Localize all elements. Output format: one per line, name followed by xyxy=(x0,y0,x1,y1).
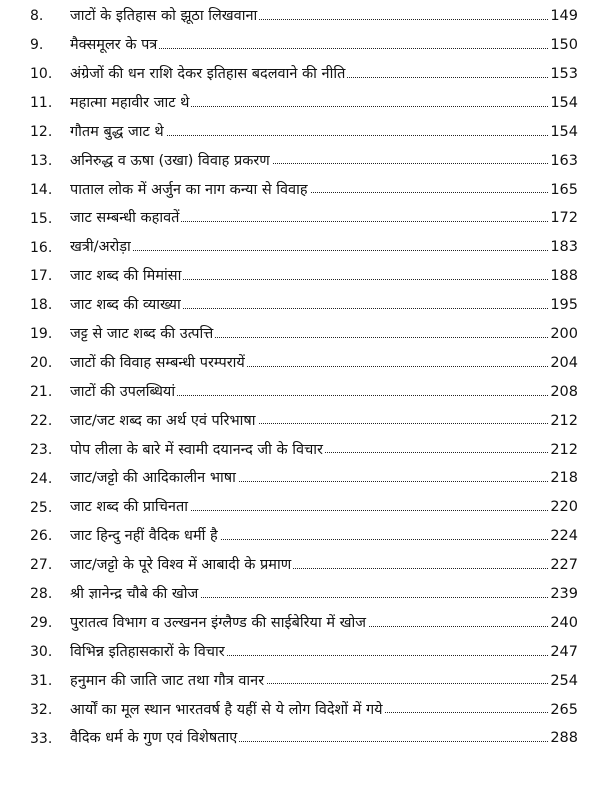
toc-entry-title: जाट शब्द की मिमांसा xyxy=(70,268,182,285)
dotted-leader xyxy=(70,250,566,251)
toc-entry-page-number: 154 xyxy=(550,94,578,111)
toc-entry-title: जाट शब्द की व्याख्या xyxy=(70,297,181,314)
toc-entry xyxy=(0,349,600,378)
toc-entry-page-number: 227 xyxy=(550,557,578,574)
toc-entry-title: आर्यों का मूल स्थान भारतवर्ष है यहीं से ये लोग विदेशों में गये xyxy=(70,701,383,718)
toc-entry-page-number: 150 xyxy=(550,37,578,54)
toc-entry-number: 11. xyxy=(30,95,53,112)
toc-entry-title: अंग्रेजों की धन राशि देकर इतिहास बदलवाने की नीति xyxy=(70,65,346,82)
toc-entry xyxy=(0,724,600,753)
toc-entry-title: अनिरुद्ध व ऊषा (उखा) विवाह प्रकरण xyxy=(70,152,270,169)
toc-entry-number: 9. xyxy=(30,37,44,54)
toc-entry-title: जाटों की विवाह सम्बन्धी परम्परायें xyxy=(70,354,245,371)
toc-entry-number: 21. xyxy=(30,384,53,401)
toc-entry-title: मैक्समूलर के पत्र xyxy=(70,37,158,54)
toc-entry xyxy=(0,262,600,291)
toc-entry-title: पुरातत्व विभाग व उल्खनन इंग्लैण्ड की साईबेरिया में खोज xyxy=(70,614,366,631)
toc-entry xyxy=(0,493,600,522)
toc-entry-number: 22. xyxy=(30,412,53,429)
toc-entry xyxy=(0,60,600,89)
toc-entry-number: 32. xyxy=(30,701,53,718)
table-of-contents xyxy=(0,2,600,753)
toc-entry-number: 26. xyxy=(30,528,53,545)
toc-entry-page-number: 188 xyxy=(550,268,578,285)
toc-entry xyxy=(0,638,600,667)
toc-entry-title: गौतम बुद्ध जाट थे xyxy=(70,123,164,140)
toc-entry-number: 29. xyxy=(30,615,53,632)
toc-entry-page-number: 212 xyxy=(550,441,578,458)
toc-entry-page-number: 165 xyxy=(550,181,578,198)
toc-entry xyxy=(0,435,600,464)
toc-entry-page-number: 154 xyxy=(550,123,578,140)
toc-entry xyxy=(0,666,600,695)
toc-entry xyxy=(0,378,600,407)
toc-entry-number: 12. xyxy=(30,124,53,140)
toc-entry-page-number: 183 xyxy=(550,239,578,256)
toc-entry-title: खत्री/अरोड़ा xyxy=(70,239,131,256)
toc-entry-number: 15. xyxy=(30,210,53,227)
toc-entry xyxy=(0,464,600,493)
toc-entry-page-number: 153 xyxy=(550,65,578,82)
toc-entry-page-number: 195 xyxy=(550,297,578,314)
toc-entry xyxy=(0,2,600,31)
toc-entry-title: जाट सम्बन्धी कहावतें xyxy=(70,210,180,227)
toc-entry-number: 13. xyxy=(30,152,53,169)
toc-entry-number: 17. xyxy=(30,268,53,285)
toc-entry xyxy=(0,118,600,147)
toc-entry-page-number: 247 xyxy=(550,643,578,660)
toc-entry-page-number: 212 xyxy=(550,412,578,429)
toc-entry xyxy=(0,204,600,233)
toc-entry-number: 23. xyxy=(30,441,53,458)
toc-entry-title: पोप लीला के बारे में स्वामी दयानन्द जी के विचार xyxy=(70,441,323,458)
toc-entry-page-number: 218 xyxy=(550,470,578,487)
toc-entry-page-number: 204 xyxy=(550,354,578,371)
toc-entry-page-number: 239 xyxy=(550,586,578,602)
toc-entry xyxy=(0,551,600,580)
toc-entry-number: 19. xyxy=(30,326,53,343)
toc-entry-page-number: 200 xyxy=(550,325,578,342)
toc-entry-number: 24. xyxy=(30,470,53,487)
toc-entry xyxy=(0,175,600,204)
toc-entry-number: 8. xyxy=(30,8,44,25)
toc-entry-number: 16. xyxy=(30,239,53,256)
toc-entry-page-number: 149 xyxy=(550,8,578,25)
toc-entry-number: 20. xyxy=(30,355,53,372)
toc-entry-title: श्री ज्ञानेन्द्र चौबे की खोज xyxy=(70,586,199,602)
toc-entry-title: जाट/जट्टो के पूरे विश्व में आबादी के प्रमाण xyxy=(70,557,292,574)
toc-entry-page-number: 240 xyxy=(550,614,578,631)
toc-entry-number: 28. xyxy=(30,586,53,603)
toc-entry-title: जाट/जट्टो की आदिकालीन भाषा xyxy=(70,470,236,487)
toc-entry-title: महात्मा महावीर जाट थे xyxy=(70,94,190,111)
toc-entry xyxy=(0,31,600,60)
toc-entry-page-number: 265 xyxy=(550,701,578,718)
toc-entry-title: पाताल लोक में अर्जुन का नाग कन्या से विवाह xyxy=(70,181,308,198)
toc-entry-number: 18. xyxy=(30,297,53,314)
toc-entry-number: 14. xyxy=(30,181,53,198)
toc-entry-number: 30. xyxy=(30,644,53,661)
toc-entry xyxy=(0,146,600,175)
toc-entry xyxy=(0,522,600,551)
toc-entry-page-number: 224 xyxy=(550,528,578,545)
toc-entry-page-number: 208 xyxy=(550,383,578,400)
toc-entry-title: विभिन्न इतिहासकारों के विचार xyxy=(70,643,225,660)
toc-entry-page-number: 220 xyxy=(550,499,578,516)
toc-entry xyxy=(0,406,600,435)
toc-entry-page-number: 254 xyxy=(550,672,578,689)
toc-entry-title: जाट शब्द की प्राचिनता xyxy=(70,499,188,516)
toc-entry xyxy=(0,233,600,262)
toc-entry xyxy=(0,89,600,118)
toc-entry-title: जाट हिन्दु नहीं वैदिक धर्मी है xyxy=(70,528,218,545)
toc-entry-title: जट्ट से जाट शब्द की उत्पत्ति xyxy=(70,325,214,342)
toc-entry xyxy=(0,695,600,724)
toc-entry-page-number: 163 xyxy=(550,152,578,169)
toc-entry-number: 27. xyxy=(30,557,53,574)
toc-entry xyxy=(0,291,600,320)
toc-entry-number: 33. xyxy=(30,730,53,747)
toc-entry-title: हनुमान की जाति जाट तथा गौत्र वानर xyxy=(70,672,265,689)
toc-entry-title: जाट/जट शब्द का अर्थ एवं परिभाषा xyxy=(70,412,256,429)
toc-entry-number: 10. xyxy=(30,66,53,83)
toc-entry-number: 25. xyxy=(30,499,53,516)
toc-entry-title: जाटों के इतिहास को झूठा लिखवाना xyxy=(70,8,258,25)
toc-entry-title: जाटों की उपलब्धियां xyxy=(70,383,176,400)
toc-entry-page-number: 288 xyxy=(550,730,578,747)
toc-entry-number: 31. xyxy=(30,672,53,689)
toc-entry xyxy=(0,609,600,638)
toc-entry-page-number: 172 xyxy=(550,210,578,227)
toc-entry-title: वैदिक धर्म के गुण एवं विशेषताए xyxy=(70,730,238,747)
toc-entry xyxy=(0,320,600,349)
toc-entry xyxy=(0,580,600,609)
